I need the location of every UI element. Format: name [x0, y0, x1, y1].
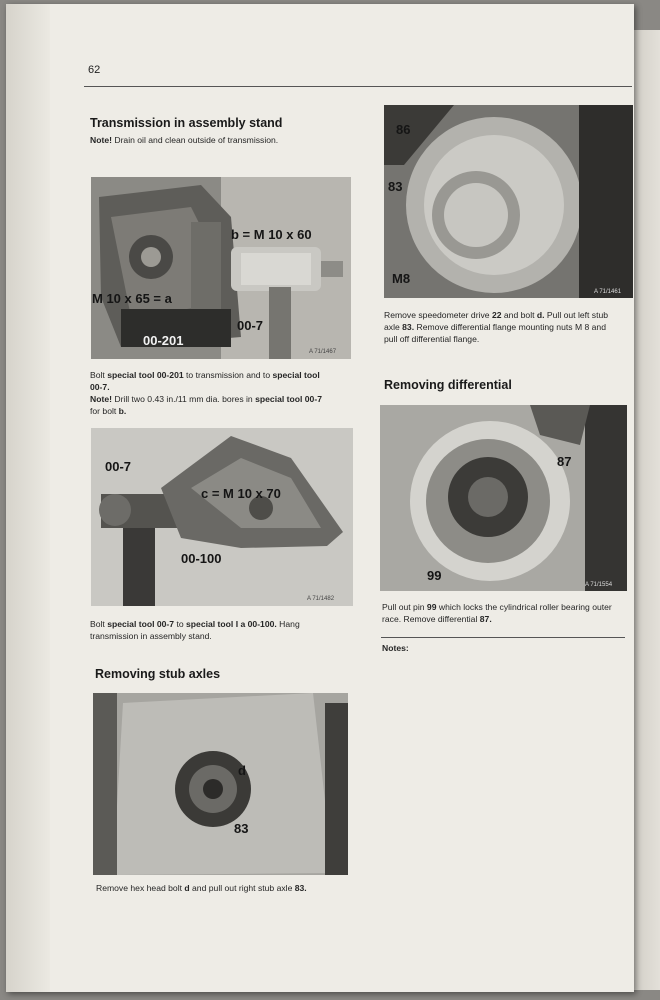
- figure-differential: [380, 405, 627, 591]
- photo-differential-flange: [384, 105, 633, 298]
- fig1-label-bolt-b: b = M 10 x 60: [231, 227, 312, 242]
- section-heading-stub-axles: Removing stub axles: [95, 667, 221, 681]
- fig5-label-87: 87: [557, 454, 572, 469]
- photo-transmission-hung: [91, 428, 353, 606]
- figure-stub-axle: [93, 693, 348, 875]
- fig4-label-83: 83: [388, 179, 403, 194]
- fig4-reference: A 71/1461: [594, 289, 622, 295]
- fig1-label-tool-00-7: 00-7: [237, 318, 264, 333]
- photo-stub-axle: [93, 693, 348, 875]
- fig2-label-tool-00-100: 00-100: [181, 551, 222, 566]
- page-gutter: [6, 4, 50, 992]
- fig1-label-bolt-a: M 10 x 65 = a: [92, 291, 172, 306]
- section-heading-differential: Removing differential: [384, 378, 512, 392]
- fig1-reference: A 71/1467: [309, 349, 337, 355]
- figure-differential-flange: [384, 105, 633, 298]
- section-heading-transmission: Transmission in assembly stand: [90, 116, 283, 130]
- fig2-label-tool-00-7: 00-7: [105, 459, 132, 474]
- page-number: 62: [88, 64, 101, 76]
- fig2-reference: A 71/1482: [307, 596, 335, 602]
- figure-transmission-on-stand: [91, 177, 351, 359]
- fig4-label-m8: M8: [392, 271, 411, 286]
- fig5-reference: A 71/1554: [585, 582, 613, 588]
- note-text: Drain oil and clean outside of transmission.: [111, 135, 279, 145]
- fig1-label-tool-00-201: 00-201: [143, 333, 184, 348]
- caption-fig4: Remove speedometer drive 22 and bolt d. Pull out left stub axle 83. Remove differential flange mounting nuts M 8 and pull off differential flange.: [384, 310, 609, 344]
- note-label: Note!: [90, 135, 112, 145]
- notes-label: Notes:: [382, 643, 409, 653]
- caption-fig2: Bolt special tool 00-7 to special tool I a 00-100. Hang transmission in assembly stand.: [90, 619, 300, 641]
- figure-transmission-hung: [91, 428, 353, 606]
- notes-rule: [381, 637, 625, 638]
- caption-fig1: Bolt special tool 00-201 to transmission and to special tool 00-7. Note! Drill two 0.43 in./11 mm dia. bores in special tool 00-7 for bolt b.: [90, 370, 322, 416]
- photo-transmission-stand: [91, 177, 351, 359]
- transmission-note: [90, 134, 350, 146]
- caption-fig5: Pull out pin 99 which locks the cylindrical roller bearing outer race. Remove differential 87.: [382, 602, 612, 624]
- fig2-label-bolt-c: c = M 10 x 70: [201, 486, 281, 501]
- fig5-label-99: 99: [427, 568, 442, 583]
- caption-fig3: Remove hex head bolt d and pull out right stub axle 83.: [96, 883, 307, 893]
- header-rule: [84, 86, 632, 87]
- fig3-label-bolt-d: d: [238, 763, 246, 778]
- fig4-label-86: 86: [396, 122, 411, 137]
- photo-differential: [380, 405, 627, 591]
- fig3-label-83: 83: [234, 821, 249, 836]
